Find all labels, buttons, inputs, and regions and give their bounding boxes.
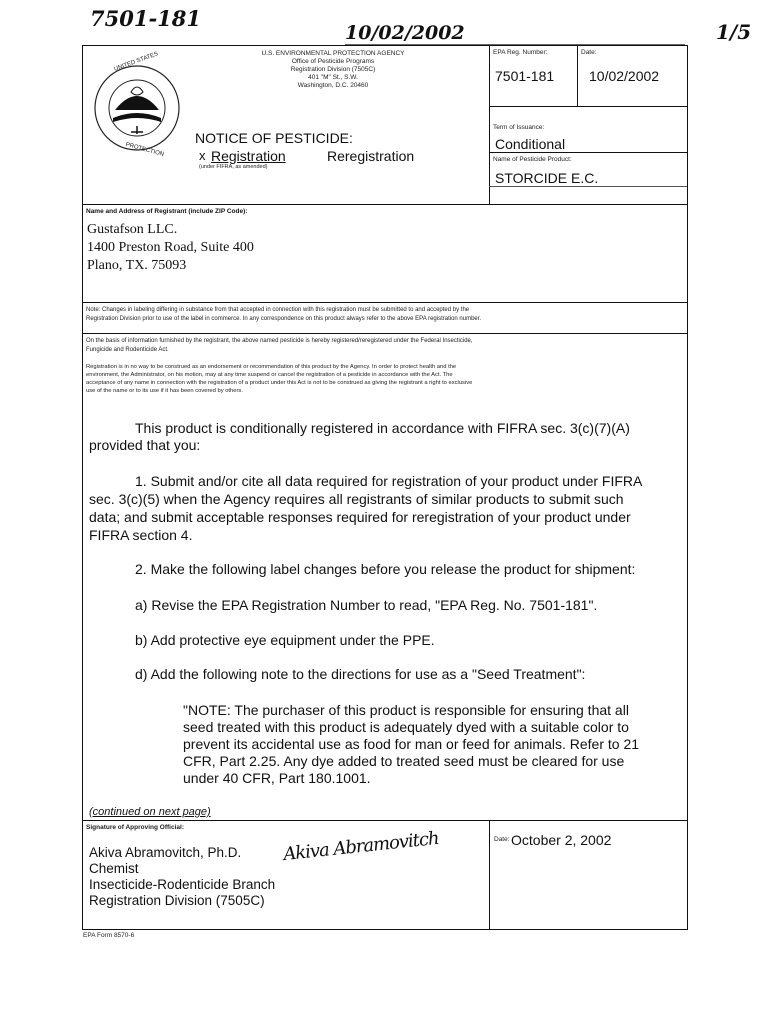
product-name: STORCIDE E.C. bbox=[495, 170, 599, 186]
row-divider-2 bbox=[489, 152, 687, 153]
row-divider-1 bbox=[489, 106, 687, 107]
approving-official-signature: Akiva Abramovitch bbox=[282, 827, 440, 866]
item-a: a) Revise the EPA Registration Number to read, "EPA Reg. No. 7501-181". bbox=[135, 597, 598, 613]
seal-bottom-text: PROTECTION bbox=[124, 142, 165, 158]
registration-option: Registration bbox=[211, 148, 286, 164]
reregistration-option: Reregistration bbox=[327, 148, 415, 164]
item-1-line-2: sec. 3(c)(5) when the Agency requires all registrants of similar products to submit such bbox=[89, 491, 624, 507]
product-label: Name of Pesticide Product: bbox=[493, 156, 572, 163]
handwritten-page-number: 1/5 bbox=[716, 20, 752, 44]
note-line-1: Note: Changes in labeling differing in substance from that accepted in connection with this registration must be submitted to and accepted by the bbox=[86, 307, 470, 313]
agency-division: Registration Division (7505C) bbox=[290, 66, 376, 73]
item-1-line-3: data; and submit acceptable responses required for reregistration of your product under bbox=[89, 509, 631, 525]
form-number: EPA Form 8570-6 bbox=[83, 932, 135, 939]
note-bottom-rule bbox=[83, 333, 687, 334]
item-d: d) Add the following note to the directions for use as a "Seed Treatment": bbox=[135, 666, 586, 682]
registrant-street: 1400 Preston Road, Suite 400 bbox=[87, 240, 254, 255]
signature-label: Signature of Approving Official: bbox=[86, 824, 184, 831]
reg-number-value: 7501-181 bbox=[495, 68, 555, 84]
note-quote-line-2: seed treated with this product is adequately dyed with a suitable color to bbox=[183, 719, 629, 735]
fifra-note: (under FIFRA, as amended) bbox=[199, 164, 268, 170]
handwritten-reg-number: 7501-181 bbox=[90, 6, 201, 31]
agency-street: 401 "M" St., S.W. bbox=[308, 74, 358, 81]
note-quote-line-1: "NOTE: The purchaser of this product is responsible for ensuring that all bbox=[183, 702, 629, 718]
registrant-label: Name and Address of Registrant (include ZIP Code): bbox=[86, 208, 248, 215]
note-quote-line-3: prevent its accidental use as food for man or feed for animals. Refer to 21 bbox=[183, 736, 640, 752]
agency-name: U.S. ENVIRONMENTAL PROTECTION AGENCY bbox=[261, 50, 405, 57]
basis-line-1: On the basis of information furnished by the registrant, the above named pesticide is hereby registered/reregistered under the Federal Insecticide, bbox=[86, 338, 473, 344]
term-value: Conditional bbox=[495, 136, 566, 152]
disclaimer-line-2: environment, the Administrator, on his motion, may at any time suspend or cancel the registration of a pesticide in accordance with the Act. The bbox=[86, 372, 453, 378]
notice-form bbox=[82, 45, 688, 930]
registrant-city: Plano, TX. 75093 bbox=[87, 258, 187, 273]
seal-top-text: UNITED STATES bbox=[113, 51, 160, 73]
registrant-bottom-rule bbox=[83, 302, 687, 303]
item-1-line-4: FIFRA section 4. bbox=[89, 527, 193, 543]
handwritten-date: 10/02/2002 bbox=[345, 22, 465, 44]
intro-line-2: provided that you: bbox=[89, 437, 201, 453]
footer-top-rule bbox=[83, 820, 687, 821]
note-quote-line-4: CFR, Part 2.25. Any dye added to treated seed must be cleared for use bbox=[183, 753, 625, 769]
official-name: Akiva Abramovitch, Ph.D. bbox=[89, 845, 242, 860]
date-label: Date: bbox=[581, 49, 597, 56]
footer-date: October 2, 2002 bbox=[511, 832, 612, 848]
item-b: b) Add protective eye equipment under the PPE. bbox=[135, 632, 435, 648]
epa-seal-icon bbox=[91, 62, 183, 154]
official-title: Chemist bbox=[89, 861, 139, 876]
basis-line-2: Fungicide and Rodenticide Act. bbox=[86, 347, 169, 353]
note-quote-line-5: under 40 CFR, Part 180.1001. bbox=[183, 770, 371, 786]
continued-note: (continued on next page) bbox=[89, 806, 211, 818]
header-bottom-rule bbox=[83, 204, 687, 205]
disclaimer-line-4: use of the name or to its use if it has been covered by others. bbox=[86, 388, 243, 394]
reg-number-label: EPA Reg. Number: bbox=[493, 49, 548, 56]
footer-date-label: Date: bbox=[494, 836, 510, 843]
registrant-name: Gustafson LLC. bbox=[87, 222, 178, 237]
right-column-divider bbox=[489, 46, 490, 204]
notice-title: NOTICE OF PESTICIDE: bbox=[195, 130, 353, 146]
footer-divider bbox=[489, 820, 490, 929]
product-divider bbox=[489, 186, 687, 187]
item-2: 2. Make the following label changes before you release the product for shipment: bbox=[135, 561, 636, 577]
intro-line-1: This product is conditionally registered in accordance with FIFRA sec. 3(c)(7)(A) bbox=[135, 420, 630, 436]
note-line-2: Registration Division prior to use of the label in commerce. In any correspondence on this product always refer to the above EPA registration number. bbox=[86, 316, 482, 322]
agency-city: Washington, D.C. 20460 bbox=[297, 82, 369, 89]
registration-check-mark: x bbox=[199, 148, 206, 163]
official-division: Registration Division (7505C) bbox=[89, 893, 265, 908]
date-value: 10/02/2002 bbox=[589, 68, 660, 84]
term-label: Term of Issuance: bbox=[493, 124, 545, 131]
disclaimer-line-3: acceptance of any name in connection with the registration of a product under this Act is not to be construed as giving the registrant a right to exclusive bbox=[86, 380, 473, 386]
disclaimer-line-1: Registration is in no way to be construed as an endorsement or recommendation of this product by the Agency. In order to protect health and the bbox=[86, 364, 457, 370]
agency-office: Office of Pesticide Programs bbox=[291, 58, 375, 65]
official-branch: Insecticide-Rodenticide Branch bbox=[89, 877, 276, 892]
date-divider bbox=[577, 46, 578, 106]
item-1-line-1: 1. Submit and/or cite all data required for registration of your product under FIFRA bbox=[135, 473, 643, 489]
